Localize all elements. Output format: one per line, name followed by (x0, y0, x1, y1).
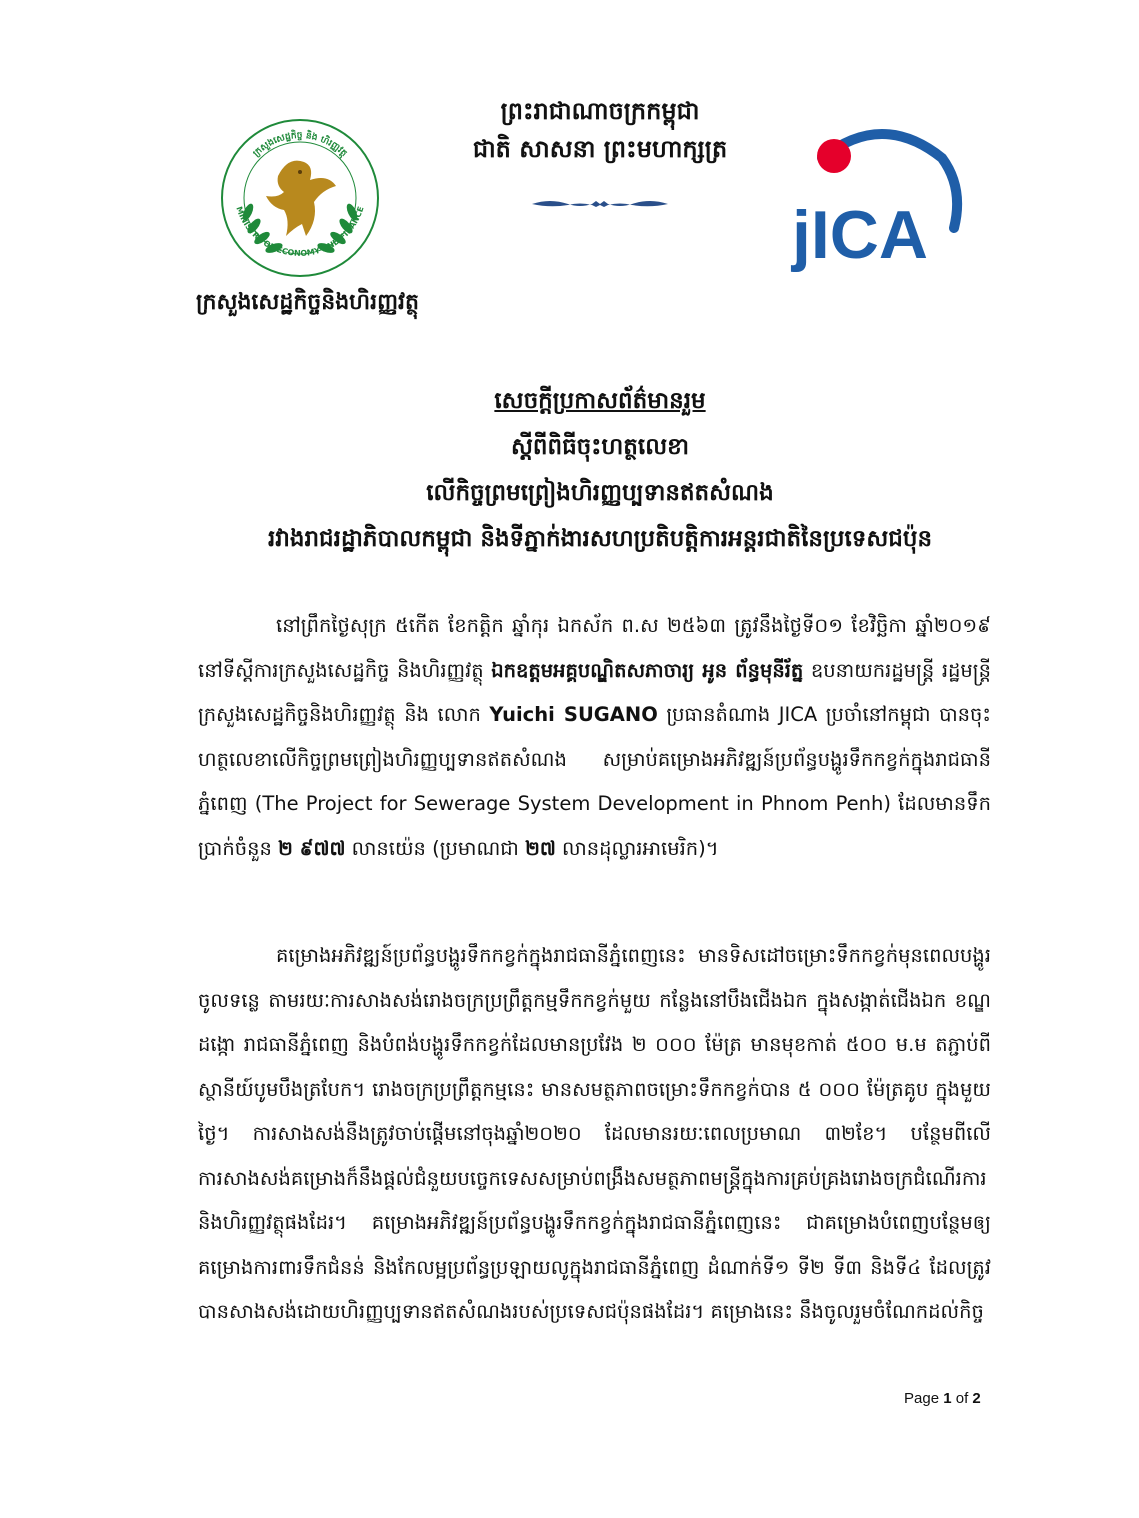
p1-text-a: នៅព្រឹកថ្ងៃសុក្រ ៥កើត ខែកត្តិក ឆ្នាំកុរ ឯកស័ក ព.ស ២៥៦៣ ត្រូវនឹងថ្ងៃទី០១ ខែវិច្ឆិកា ឆ្នាំ២០១៩ នៅទីស្តីការក្រសួងសេដ្ឋកិច្ច និងហិរញ្ញវត្ថុ (198, 614, 991, 682)
p1-text-e: ប្រធានតំណាង JICA ប្រចាំនៅកម្ពុជា បានចុះហត្ថលេខាលើកិច្ចព្រមព្រៀងហិរញ្ញប្បទានឥតសំណង សម្រាប់គម្រោងអភិវឌ្ឍន៍ប្រព័ន្ធបង្ហូរទឹកកខ្វក់ក្នុងរាជធានីភ្នំពេញ (The Project for Sewerage System Development in Phnom Penh) ដែលមានទឹកប្រាក់ចំនួន (198, 703, 992, 860)
p1-text-g: លានយ៉េន (ប្រមាណជា (345, 836, 526, 860)
title-line-2: ស្តីពីពិធីចុះហត្ថលេខា (510, 434, 689, 460)
p1-jica-representative: Yuichi SUGANO (489, 703, 658, 726)
p1-official-name: ឯកឧត្តមអគ្គបណ្ឌិតសភាចារ្យ អូន ព័ន្ធមុនីរ័ត្ន (491, 658, 804, 682)
jica-logo (782, 118, 972, 288)
p1-amount-usd: ២៧ (525, 836, 556, 860)
kingdom-line-2: ជាតិ សាសនា ព្រះមហាក្សត្រ (472, 135, 728, 163)
page-total: 2 (972, 1390, 981, 1407)
page-word: Page (904, 1390, 940, 1407)
kingdom-line-1: ព្រះរាជាណាចក្រកម្ពុជា (500, 97, 700, 125)
announcement-titles (200, 378, 1000, 562)
kingdom-header (440, 92, 760, 168)
mef-logo (218, 116, 383, 281)
page-number (904, 1390, 981, 1407)
p2-text: គម្រោងអភិវឌ្ឍន៍ប្រព័ន្ធបង្ហូរទឹកកខ្វក់ក្នុងរាជធានីភ្នំពេញនេះ មានទិសដៅចម្រោះទឹកកខ្វក់មុនពេលបង្ហូរចូលទន្លេ តាមរយៈការសាងសង់រោងចក្រប្រព្រឹត្តកម្មទឹកកខ្វក់មួយ កន្លែងនៅបឹងជើងឯក ក្នុងសង្កាត់ជើងឯក ខណ្ឌដង្កោ រាជធានីភ្នំពេញ និងបំពង់បង្ហូរទឹកកខ្វក់ដែលមានប្រវែង ២ ០០០ ម៉ែត្រ មានមុខកាត់ ៥០០ ម.ម តភ្ជាប់ពីស្ថានីយ៍បូមបឹងត្របែក។ រោងចក្រប្រព្រឹត្តកម្មនេះ មានសមត្ថភាពចម្រោះទឹកកខ្វក់បាន ៥ ០០០ ម៉ែត្រគូប ក្នុងមួយថ្ងៃ។ ការសាងសង់នឹងត្រូវចាប់ផ្តើមនៅចុងឆ្នាំ២០២០ ដែលមានរយៈពេលប្រមាណ ៣២ខែ។ បន្ថែមពីលើការសាងសង់គម្រោងក៏នឹងផ្តល់ជំនួយបច្ចេកទេសសម្រាប់ពង្រឹងសមត្ថភាពមន្ត្រីក្នុងការគ្រប់គ្រងរោងចក្រជំណើរការ និងហិរញ្ញវត្ថុផងដែរ។ គម្រោងអភិវឌ្ឍន៍ប្រព័ន្ធបង្ហូរទឹកកខ្វក់ក្នុងរាជធានីភ្នំពេញនេះ ជាគម្រោងបំពេញបន្ថែមឲ្យគម្រោងការពារទឹកជំនន់ និងកែលម្អប្រព័ន្ធប្រឡាយលូក្នុងរាជធានីភ្នំពេញ ដំណាក់ទី១ ទី២ ទី៣ និងទី៤ ដែលត្រូវបានសាងសង់ដោយហិរញ្ញប្បទានឥតសំណងរបស់ប្រទេសជប៉ុនផងដែរ។ គម្រោងនេះ នឹងចូលរួមចំណែកដល់កិច្ច (198, 944, 991, 1323)
p1-amount-yen: ២ ៩៧៧ (278, 836, 346, 860)
title-line-4: រវាងរាជរដ្ឋាភិបាលកម្ពុជា និងទីភ្នាក់ងារសហប្រតិបត្តិការអន្តរជាតិនៃប្រទេសជប៉ុន (267, 526, 933, 552)
p1-text-i: លានដុល្លារអាមេរិក)។ (555, 836, 719, 860)
svg-text:ក្រសួងសេដ្ឋកិច្ច និង ហិរញ្ញវត្: ក្រសួងសេដ្ឋកិច្ច និង ហិរញ្ញវត្ថុ (251, 130, 349, 159)
page-current: 1 (943, 1390, 952, 1407)
title-line-3: លើកិច្ចព្រមព្រៀងហិរញ្ញប្បទានឥតសំណង (426, 480, 774, 506)
svg-text:MINISTRY OF ECONOMY AND FINANC: MINISTRY OF ECONOMY AND FINANCE (234, 205, 366, 258)
ministry-name: ក្រសួងសេដ្ឋកិច្ចនិងហិរញ្ញវត្ថុ (196, 290, 420, 315)
svg-text:jICA: jICA (792, 197, 928, 273)
paragraph-2 (198, 934, 991, 1335)
paragraph-1 (198, 604, 991, 871)
ornament-divider (530, 196, 670, 212)
title-line-1: សេចក្តីប្រកាសព័ត៌មានរួម (494, 388, 706, 414)
page-of: of (955, 1390, 969, 1407)
p1-text-c: ឧបនាយករដ្ឋមន្ត្រី រដ្ឋមន្ត្រីក្រសួងសេដ្ឋកិច្ចនិងហិរញ្ញវត្ថុ និង លោក (198, 658, 991, 726)
